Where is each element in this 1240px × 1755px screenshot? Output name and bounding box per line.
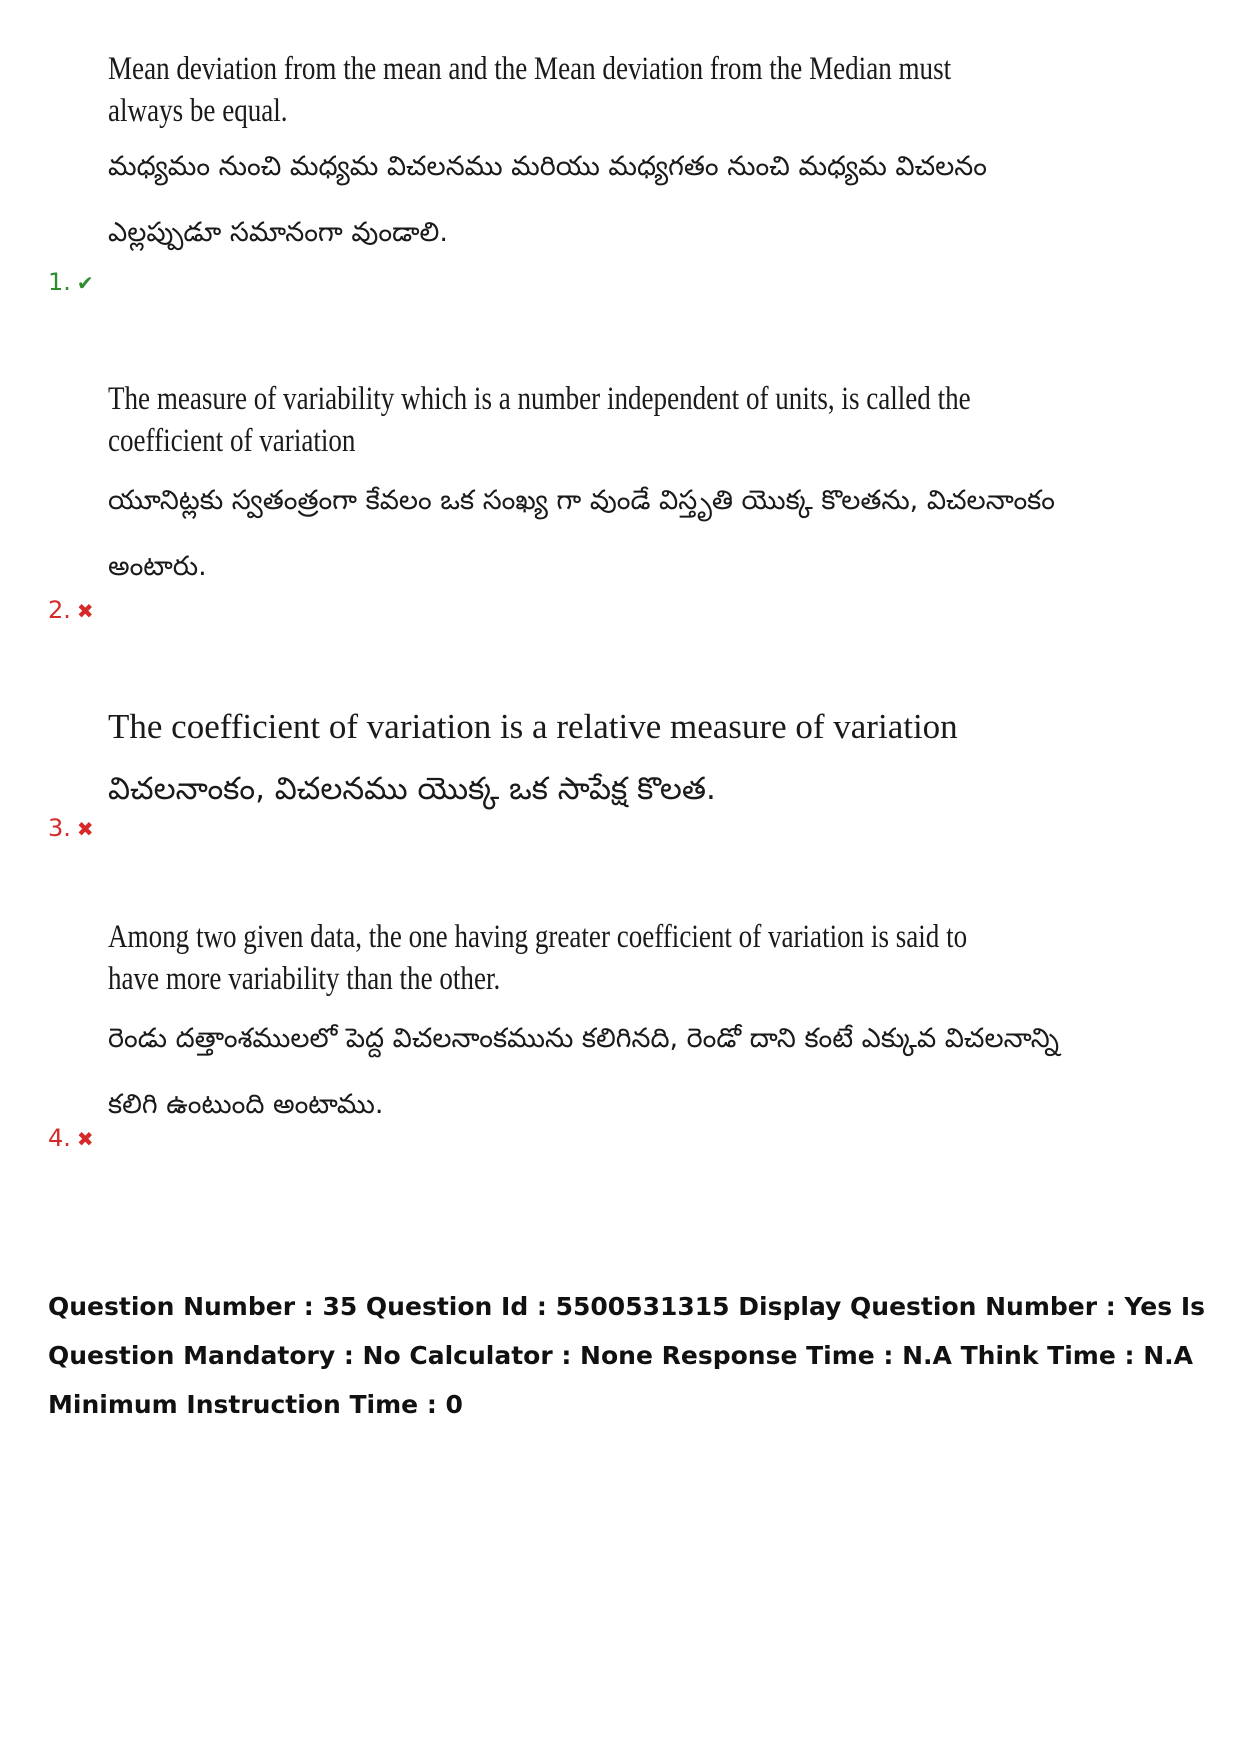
- option-2-english-text: The measure of variability which is a number independent of units, is called the coefficient of variation: [108, 381, 971, 459]
- option-4-content: [108, 916, 1059, 1122]
- option-1-marker: [48, 268, 94, 297]
- option-4-telugu-line-2: కలిగి ఉంటుంది అంటాము.: [108, 1089, 384, 1120]
- question-metadata: Question Number : 35 Question Id : 5500531315 Display Question Number : Yes Is Question Mandatory : No Calculator : None Response Time : N.A Think Time : N.A Minimum Instruction Time : 0: [48, 1292, 1206, 1419]
- option-1-english-text: Mean deviation from the mean and the Mean deviation from the Median must always be equal.: [108, 51, 952, 129]
- cross-icon: ✖: [76, 599, 94, 623]
- option-3-marker: [48, 814, 94, 843]
- option-1-telugu-line-2: ఎల్లప్పుడూ సమానంగా వుండాలి.: [108, 217, 448, 248]
- option-3-telugu-line-1: విచలనాంకం, విచలనము యొక్క ఒక సాపేక్ష కొలత.: [108, 771, 716, 807]
- option-1-telugu-line-1: మధ్యమం నుంచి మధ్యమ విచలనము మరియు మధ్యగతం నుంచి మధ్యమ విచలనం: [108, 151, 987, 182]
- option-4-marker: [48, 1124, 94, 1153]
- option-2-marker: [48, 596, 94, 625]
- cross-icon: ✖: [76, 1127, 94, 1151]
- option-3-number: 3.: [48, 814, 71, 842]
- option-3-content: [108, 706, 1008, 808]
- option-2-content: [108, 378, 1055, 584]
- option-3-english-text: The coefficient of variation is a relative measure of variation: [108, 707, 958, 746]
- check-icon: ✔: [76, 271, 94, 295]
- option-2-telugu-line-2: అంటారు.: [108, 551, 207, 582]
- cross-icon: ✖: [76, 817, 94, 841]
- option-4-english-text: Among two given data, the one having greater coefficient of variation is said to have more variability than the other.: [108, 919, 968, 997]
- option-4-number: 4.: [48, 1124, 71, 1152]
- option-1-number: 1.: [48, 268, 71, 296]
- option-2-telugu-line-1: యూనిట్లకు స్వతంత్రంగా కేవలం ఒక సంఖ్య గా వుండే విస్తృతి యొక్క కొలతను, విచలనాంకం: [108, 485, 1055, 516]
- option-4-telugu-line-1: రెండు దత్తాంశములలో పెద్ద విచలనాంకమును కలిగినది, రెండో దాని కంటే ఎక్కువ విచలనాన్ని: [108, 1023, 1059, 1054]
- option-2-number: 2.: [48, 596, 71, 624]
- option-1-content: [108, 48, 1008, 250]
